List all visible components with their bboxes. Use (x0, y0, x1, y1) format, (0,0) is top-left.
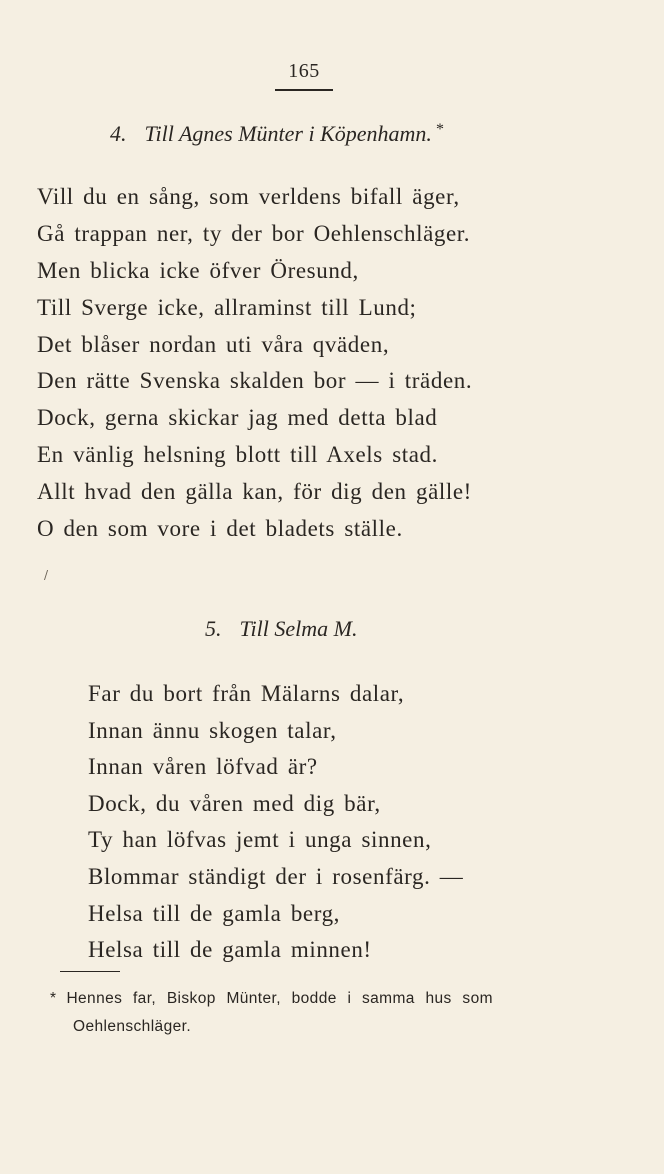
poem-line: Men blicka icke öfver Öresund, (37, 257, 359, 283)
page-number-rule (275, 89, 333, 91)
footnote-marker: * (50, 990, 57, 1007)
footnote-text: Hennes far, Biskop Münter, bodde i samma hus som (66, 990, 493, 1007)
poem-line: Blommar ständigt der i rosenfärg. — (88, 863, 464, 889)
poem-title-4 (110, 121, 444, 147)
poem-line: Innan ännu skogen talar, (88, 717, 337, 743)
poem-line: Dock, gerna skickar jag med detta blad (37, 405, 438, 431)
footnote-line-2: Oehlenschläger. (73, 1018, 192, 1035)
poem-title-text: Till Selma M. (239, 616, 358, 641)
poem-title-5 (205, 616, 357, 642)
poem-number: 5. (205, 616, 222, 641)
page-number: 165 (288, 60, 320, 82)
poem-line: Till Sverge icke, allraminst till Lund; (37, 294, 417, 320)
poem-line: Den rätte Svenska skalden bor — i träden. (37, 368, 473, 394)
poem-line: Far du bort från Mälarns dalar, (88, 681, 405, 706)
poem-4-body (37, 179, 472, 548)
footnote-line-1 (50, 985, 610, 1013)
poem-line: Innan våren löfvad är? (88, 754, 318, 780)
poem-line: Vill du en sång, som verldens bifall äger, (37, 184, 460, 209)
poem-line: Dock, du våren med dig bär, (88, 790, 381, 816)
poem-5-body (88, 676, 463, 969)
poem-line: Ty han löfvas jemt i unga sinnen, (88, 827, 432, 853)
poem-line: O den som vore i det bladets ställe. (37, 516, 403, 542)
poem-line: Allt hvad den gälla kan, för dig den gälle! (37, 479, 472, 505)
footnote (50, 985, 610, 1041)
footnote-rule (60, 971, 120, 972)
poem-title-text: Till Agnes Münter i Köpenhamn. (144, 121, 432, 146)
poem-line: Gå trappan ner, ty der bor Oehlenschläger. (37, 220, 471, 246)
poem-line: Helsa till de gamla minnen! (88, 937, 372, 963)
poem-line: Det blåser nordan uti våra qväden, (37, 331, 390, 357)
poem-number: 4. (110, 121, 127, 146)
stray-mark: / (44, 568, 49, 582)
poem-line: Helsa till de gamla berg, (88, 900, 341, 926)
footnote-marker: * (435, 121, 444, 138)
poem-line: En vänlig helsning blott till Axels stad. (37, 442, 438, 468)
